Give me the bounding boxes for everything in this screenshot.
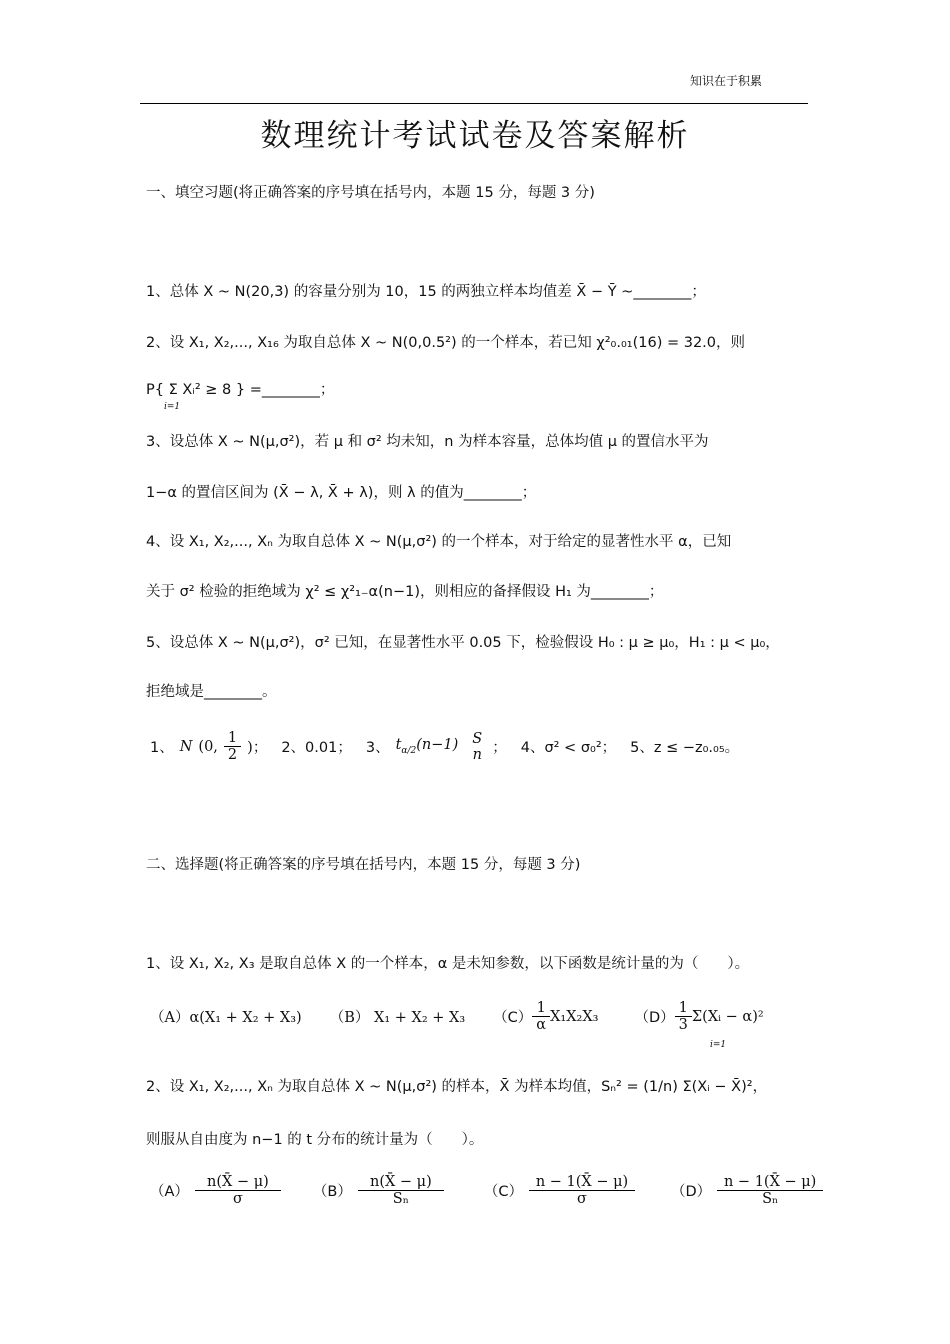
question-1-1: 1、总体 X ~ N(20,3) 的容量分别为 10，15 的两独立样本均值差 X̄ − Ȳ ~________； (146, 284, 706, 300)
option-2-2-b-num: n(X̄ − μ) (369, 1174, 432, 1190)
answer-3-prefix: 3、 (365, 740, 390, 756)
option-2-2-a-fraction (195, 1174, 281, 1207)
question-1-2-line2: P{ Σ Xᵢ² ≥ 8 } =________； (146, 382, 335, 398)
header-divider (140, 103, 808, 104)
question-2-2-options (150, 1174, 817, 1207)
option-2-1-c-num: 1 (536, 1000, 546, 1016)
option-2-1-b: （B） X₁ + X₂ + X₃ (329, 1010, 466, 1026)
answer-5: 5、z ≤ −z₀.₀₅。 (630, 740, 740, 756)
answer-1-fraction (224, 730, 241, 763)
option-2-1-a: （A）α(X₁ + X₂ + X₃) (150, 1010, 302, 1026)
question-1-3-line1: 3、设总体 X ~ N(μ,σ²)，若 μ 和 σ² 均未知，n 为样本容量，总体均值 μ 的置信水平为 (146, 434, 709, 450)
question-1-5-line2: 拒绝域是________。 (146, 684, 277, 700)
option-2-2-c-num: n − 1(X̄ − μ) (535, 1174, 629, 1190)
option-2-2-c-den: σ (529, 1190, 635, 1207)
question-1-2-line1: 2、设 X₁, X₂,..., X₁₆ 为取自总体 X ~ N(0,0.5²) 的一个样本，若已知 χ²₀.₀₁(16) = 32.0，则 (146, 335, 746, 351)
answer-1-numerator: 1 (227, 730, 238, 746)
option-2-1-d-label: （D） (634, 1010, 675, 1026)
option-2-2-b-den: Sₙ (358, 1190, 444, 1207)
answer-1-n: N (179, 738, 193, 755)
answer-1-close: )； (247, 740, 268, 756)
option-2-2-d-fraction (717, 1174, 823, 1207)
page-title: 数理统计考试试卷及答案解析 (260, 118, 690, 154)
header-note: 知识在于积累 (690, 74, 763, 88)
option-2-2-d-den: Sₙ (717, 1190, 823, 1207)
option-2-1-d-tail: Σ(Xᵢ − α)² (691, 1008, 764, 1025)
sum-lower-limit: i=1 (164, 402, 181, 412)
question-1-4-line2: 关于 σ² 检验的拒绝域为 χ² ≤ χ²₁₋α(n−1)，则相应的备择假设 H₁ 为________； (146, 584, 664, 600)
option-2-1-d-sum-limit: i=1 (710, 1040, 727, 1050)
option-2-2-d-num: n − 1(X̄ − μ) (723, 1174, 817, 1190)
option-2-1-d-num: 1 (678, 1000, 688, 1016)
answer-3-n: n (472, 746, 482, 763)
question-2-1: 1、设 X₁, X₂, X₃ 是取自总体 X 的一个样本，α 是未知参数，以下函数是统计量的为（ ）。 (146, 956, 750, 972)
answer-3-fraction (468, 731, 486, 763)
question-2-2-line1: 2、设 X₁, X₂,..., Xₙ 为取自总体 X ~ N(μ,σ²) 的样本，X̄ 为样本均值，Sₙ² = (1/n) Σ(Xᵢ − X̄)²， (146, 1079, 768, 1095)
option-2-1-c-label: （C） (493, 1010, 533, 1026)
answer-3-end: ； (492, 740, 507, 756)
question-2-1-options (150, 1000, 764, 1033)
section2-heading: 二、选择题(将正确答案的序号填在括号内，本题 15 分，每题 3 分) (146, 857, 581, 873)
section1-answers (150, 730, 739, 763)
question-1-4-line1: 4、设 X₁, X₂,..., Xₙ 为取自总体 X ~ N(μ,σ²) 的一个样本，对于给定的显著性水平 α，已知 (146, 534, 732, 550)
answer-3-s: S (472, 730, 483, 747)
answer-1-denominator: 2 (224, 746, 241, 763)
option-2-2-a-den: σ (195, 1190, 281, 1207)
option-2-1-c-den: α (532, 1016, 550, 1033)
option-2-1-c-fraction (532, 1000, 550, 1033)
option-2-2-a-num: n(X̄ − μ) (207, 1174, 269, 1190)
question-1-3-line2: 1−α 的置信区间为 (X̄ − λ, X̄ + λ)，则 λ 的值为________； (146, 485, 537, 501)
option-2-2-b-fraction (358, 1174, 444, 1207)
answer-2: 2、0.01； (281, 740, 352, 756)
option-2-2-c-label: （C） (483, 1184, 523, 1200)
option-2-1-c-tail: X₁X₂X₃ (550, 1008, 599, 1025)
option-2-2-b-label: （B） (312, 1184, 352, 1200)
answer-1-prefix: 1、 (150, 740, 174, 756)
section1-heading: 一、填空习题(将正确答案的序号填在括号内，本题 15 分，每题 3 分) (146, 185, 595, 201)
answer-4: 4、σ² < σ₀²； (520, 740, 617, 756)
option-2-2-d-label: （D） (671, 1184, 712, 1200)
option-2-1-d-den: 3 (675, 1016, 692, 1033)
answer-1-paren: (0, (198, 738, 218, 755)
option-2-1-d-fraction (675, 1000, 692, 1033)
answer-3-t: $t_{\alpha/2}(n-1)$ (395, 737, 459, 756)
option-2-2-a-label: （A） (150, 1184, 189, 1200)
question-1-5-line1: 5、设总体 X ~ N(μ,σ²)，σ² 已知，在显著性水平 0.05 下，检验假设 H₀ : μ ≥ μ₀，H₁ : μ < μ₀， (146, 635, 780, 651)
option-2-2-c-fraction (529, 1174, 635, 1207)
question-2-2-line2: 则服从自由度为 n−1 的 t 分布的统计量为（ ）。 (146, 1132, 484, 1148)
